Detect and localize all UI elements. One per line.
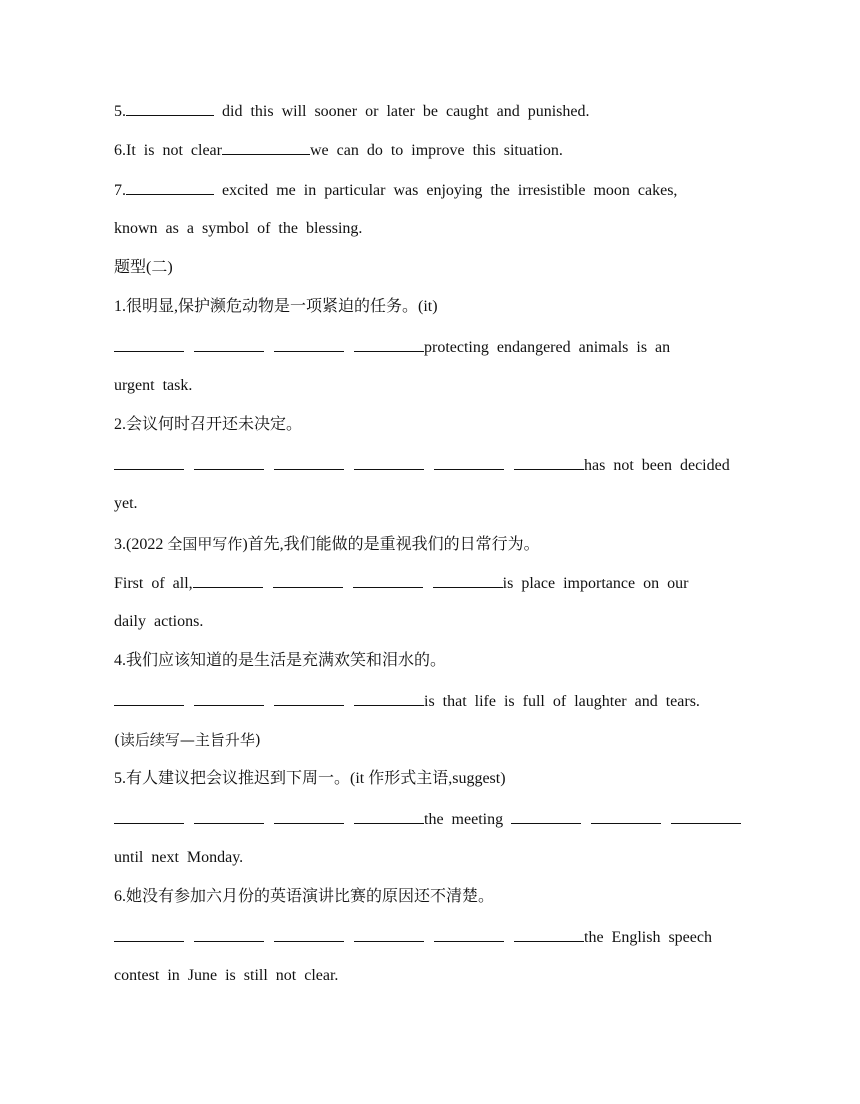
answer-blank[interactable]: [274, 455, 344, 470]
q6-blank[interactable]: [222, 140, 310, 155]
answer-blank[interactable]: [194, 455, 264, 470]
s2-q4-after-text: is that life is full of laughter and tears.: [424, 693, 700, 710]
q5-number: 5.: [114, 103, 126, 120]
s2-q1-continuation: urgent task.: [114, 377, 193, 394]
q6-line: [114, 140, 563, 161]
answer-blank[interactable]: [511, 809, 581, 824]
s2-q3-source-tag: 全国甲写作: [167, 535, 243, 553]
s2-q3-answer-line: [114, 573, 688, 594]
answer-blank[interactable]: [354, 455, 424, 470]
answer-blank[interactable]: [194, 927, 264, 942]
answer-blank[interactable]: [354, 809, 424, 824]
answer-blank[interactable]: [434, 455, 504, 470]
answer-blank[interactable]: [274, 927, 344, 942]
answer-blank[interactable]: [354, 691, 424, 706]
s2-q6-answer-line: [114, 927, 712, 948]
q6-text-post: we can do to improve this situation.: [309, 142, 563, 159]
s2-q1-prompt: 1.很明显,保护濒危动物是一项紧迫的任务。(it): [114, 298, 438, 315]
s2-q5-answer-line: [114, 809, 741, 830]
q5-text: did this will sooner or later be caught and punished.: [214, 103, 590, 120]
s2-q3-continuation: daily actions.: [114, 613, 204, 630]
answer-blank[interactable]: [114, 809, 184, 824]
section-heading: 题型(二): [114, 259, 173, 276]
answer-blank[interactable]: [434, 927, 504, 942]
answer-blank[interactable]: [514, 927, 584, 942]
answer-blank[interactable]: [114, 691, 184, 706]
s2-q2-after-text: has not been decided: [584, 457, 730, 474]
s2-q5-continuation: until next Monday.: [114, 849, 244, 866]
answer-blank[interactable]: [194, 691, 264, 706]
q6-text-pre: 6.It is not clear: [114, 142, 222, 159]
answer-blank[interactable]: [194, 809, 264, 824]
answer-blank[interactable]: [671, 809, 741, 824]
q5-blank[interactable]: [126, 101, 214, 116]
s2-q4-prompt: 4.我们应该知道的是生活是充满欢笑和泪水的。: [114, 652, 447, 669]
answer-blank[interactable]: [114, 455, 184, 470]
answer-blank[interactable]: [274, 809, 344, 824]
s2-q3-prompt-pre: 3.(2022: [114, 536, 168, 553]
s2-q6-continuation: contest in June is still not clear.: [114, 967, 339, 984]
s2-q3-after-text: is place importance on our: [502, 575, 689, 592]
s2-q3-prompt: [114, 534, 540, 555]
q7-blank[interactable]: [126, 180, 214, 195]
answer-blank[interactable]: [274, 337, 344, 352]
s2-q1-answer-line: [114, 337, 670, 358]
q7-continuation: known as a symbol of the blessing.: [114, 220, 363, 237]
answer-blank[interactable]: [514, 455, 584, 470]
s2-q5-prompt: 5.有人建议把会议推迟到下周一。(it 作形式主语,suggest): [114, 770, 506, 787]
answer-blank[interactable]: [274, 691, 344, 706]
answer-blank[interactable]: [591, 809, 661, 824]
s2-q3-lead: First of all,: [114, 575, 193, 592]
answer-blank[interactable]: [194, 337, 264, 352]
s2-q1-after-text: protecting endangered animals is an: [424, 339, 671, 356]
answer-blank[interactable]: [433, 573, 503, 588]
answer-blank[interactable]: [354, 927, 424, 942]
answer-blank[interactable]: [193, 573, 263, 588]
answer-blank[interactable]: [114, 337, 184, 352]
answer-blank[interactable]: [273, 573, 343, 588]
s2-q2-answer-line: [114, 455, 730, 476]
s2-q3-prompt-post: )首先,我们能做的是重视我们的日常行为。: [242, 536, 540, 553]
s2-q5-mid-text: the meeting: [424, 811, 504, 828]
s2-q6-prompt: 6.她没有参加六月份的英语演讲比赛的原因还不清楚。: [114, 888, 495, 905]
s2-q4-answer-line: [114, 691, 700, 712]
answer-blank[interactable]: [114, 927, 184, 942]
s2-q2-continuation: yet.: [114, 495, 138, 512]
s2-q6-after-text: the English speech: [584, 929, 712, 946]
q7-line: [114, 180, 677, 201]
s2-q4-note: (读后续写—主旨升华): [114, 731, 261, 749]
q7-number: 7.: [114, 182, 126, 199]
answer-blank[interactable]: [354, 337, 424, 352]
answer-blank[interactable]: [353, 573, 423, 588]
q7-text: excited me in particular was enjoying the irresistible moon cakes,: [214, 182, 678, 199]
q5-line: [114, 101, 589, 122]
s2-q2-prompt: 2.会议何时召开还未决定。: [114, 416, 303, 433]
